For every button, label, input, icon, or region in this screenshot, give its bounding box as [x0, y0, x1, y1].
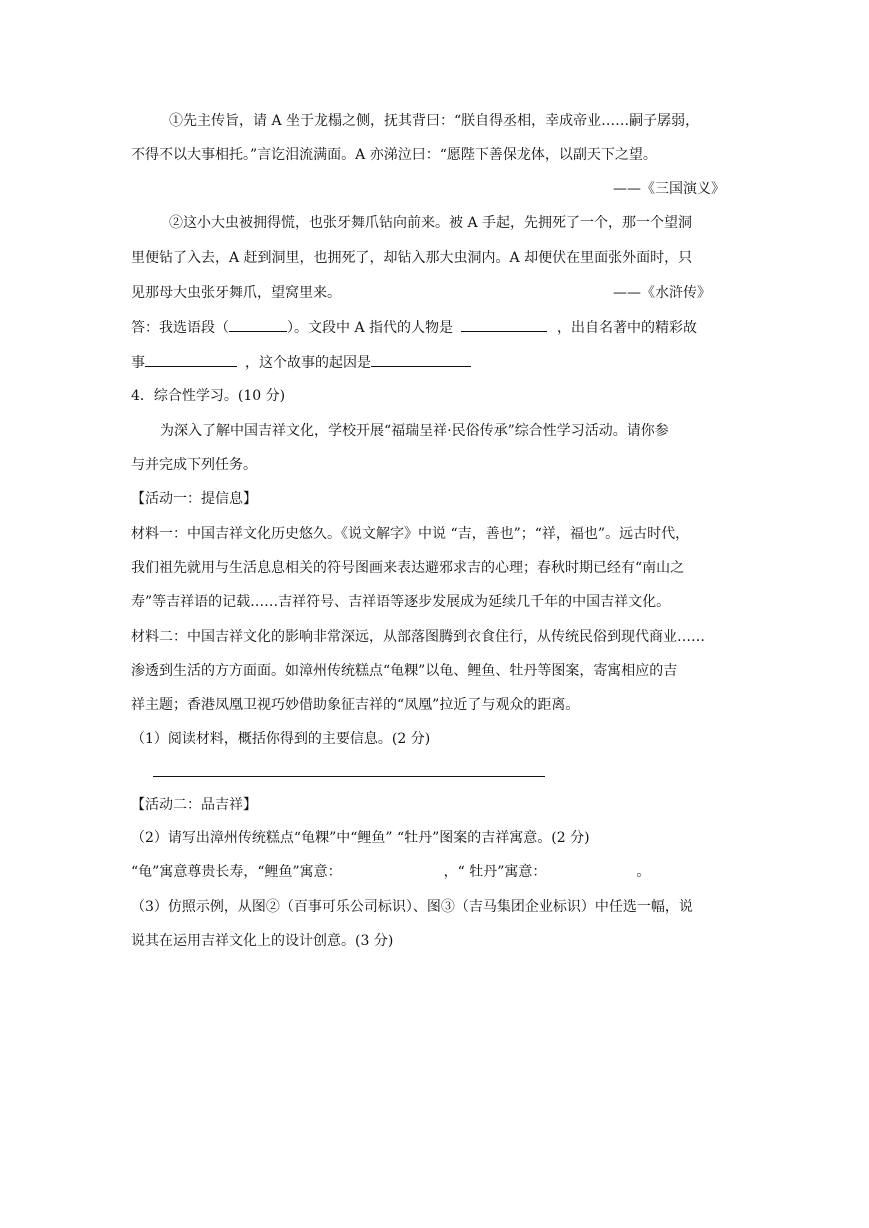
activity2-question3-line1: （3）仿照示例，从图②（百事可乐公司标识）、图③（吉马集团企业标识）中任选一幅，说	[131, 899, 693, 915]
passage1-line2: 不得不以大事相托。”言讫泪流满面。A 亦涕泣曰：“愿陛下善保龙体，以副天下之望。	[131, 147, 657, 163]
material2-line1: 材料二：中国吉祥文化的影响非常深远，从部落图腾到衣食住行，从传统民俗到现代商业……	[131, 629, 705, 645]
q2-answer-part-b: ，“ 牡丹”寓意：	[443, 864, 547, 880]
passage2-line3: 见那母大虫张牙舞爪，望窝里来。	[131, 285, 341, 301]
activity2-question2: （2）请写出漳州传统糕点“龟粿”中“鲤鱼” “牡丹”图案的吉祥寓意。(2 分)	[131, 830, 590, 846]
answer-line1	[131, 317, 697, 338]
passage1-line1: ①先主传旨，请 A 坐于龙榻之侧，抚其背曰：“朕自得丞相，幸成帝业……嗣子孱弱，	[169, 113, 700, 129]
material1-line3: 寿”等吉祥语的记载……吉祥符号、吉祥语等逐步发展成为延续几千年的中国吉祥文化。	[131, 594, 671, 610]
answer-blank-story[interactable]	[145, 352, 237, 367]
answer-blank-cause[interactable]	[371, 352, 471, 367]
passage2-line1: ②这小大虫被拥得慌，也张牙舞爪钻向前来。被 A 手起，先拥死了一个，那一个望洞	[169, 215, 693, 231]
question4-intro-line1: 为深入了解中国吉祥文化，学校开展“福瑞呈祥·民俗传承”综合性学习活动。请你参	[160, 423, 669, 439]
answer-mid2: ，出自名著中的精彩故	[557, 320, 698, 336]
answer-blank-passage[interactable]	[229, 317, 287, 332]
activity1-heading: 【活动一：提信息】	[131, 491, 257, 507]
answer-line2-prefix: 事	[131, 355, 145, 371]
answer-mid1: ）。文段中 A 指代的人物是	[287, 320, 454, 336]
question4-intro-line2: 与并完成下列任务。	[131, 457, 257, 473]
activity2-question3-line2: 说其在运用吉祥文化上的设计创意。(3 分)	[131, 933, 394, 949]
material1-line2: 我们祖先就用与生活息息相关的符号图画来表达避邪求吉的心理；春秋时期已经有“南山之	[131, 560, 685, 576]
material1-line1: 材料一：中国吉祥文化历史悠久。《说文解字》中说 “吉，善也”；“祥，福也”。远古时代，	[131, 526, 690, 542]
material2-line3: 祥主题；香港凤凰卫视巧妙借助象征吉祥的“凤凰”拉近了与观众的距离。	[131, 697, 580, 713]
passage2-source: ——《水浒传》	[613, 285, 711, 301]
q2-answer-part-c: 。	[636, 864, 651, 880]
activity1-question1: （1）阅读材料，概括你得到的主要信息。(2 分)	[131, 731, 431, 747]
q2-answer-part-a: “龟”寓意尊贵长寿，“鲤鱼”寓意：	[131, 864, 342, 880]
answer-line2-mid: ，这个故事的起因是	[245, 355, 371, 371]
answer-blank-character[interactable]	[461, 317, 547, 332]
answer-line2	[131, 352, 471, 373]
activity2-heading: 【活动二：品吉祥】	[131, 797, 257, 813]
answer-prefix: 答：我选语段（	[131, 320, 229, 336]
passage2-line2: 里便钻了入去，A 赶到洞里，也拥死了，却钻入那大虫洞内。A 却便伏在里面张外面时，只	[131, 250, 693, 266]
material2-line2: 渗透到生活的方方面面。如漳州传统糕点“龟粿”以龟、鲤鱼、牡丹等图案，寄寓相应的吉	[131, 663, 678, 679]
passage1-source: ——《三国演义》	[613, 181, 725, 197]
question2-answer-line	[131, 862, 650, 882]
question4-title: 4．综合性学习。(10 分)	[131, 388, 286, 404]
question1-answer-line[interactable]	[153, 776, 545, 777]
